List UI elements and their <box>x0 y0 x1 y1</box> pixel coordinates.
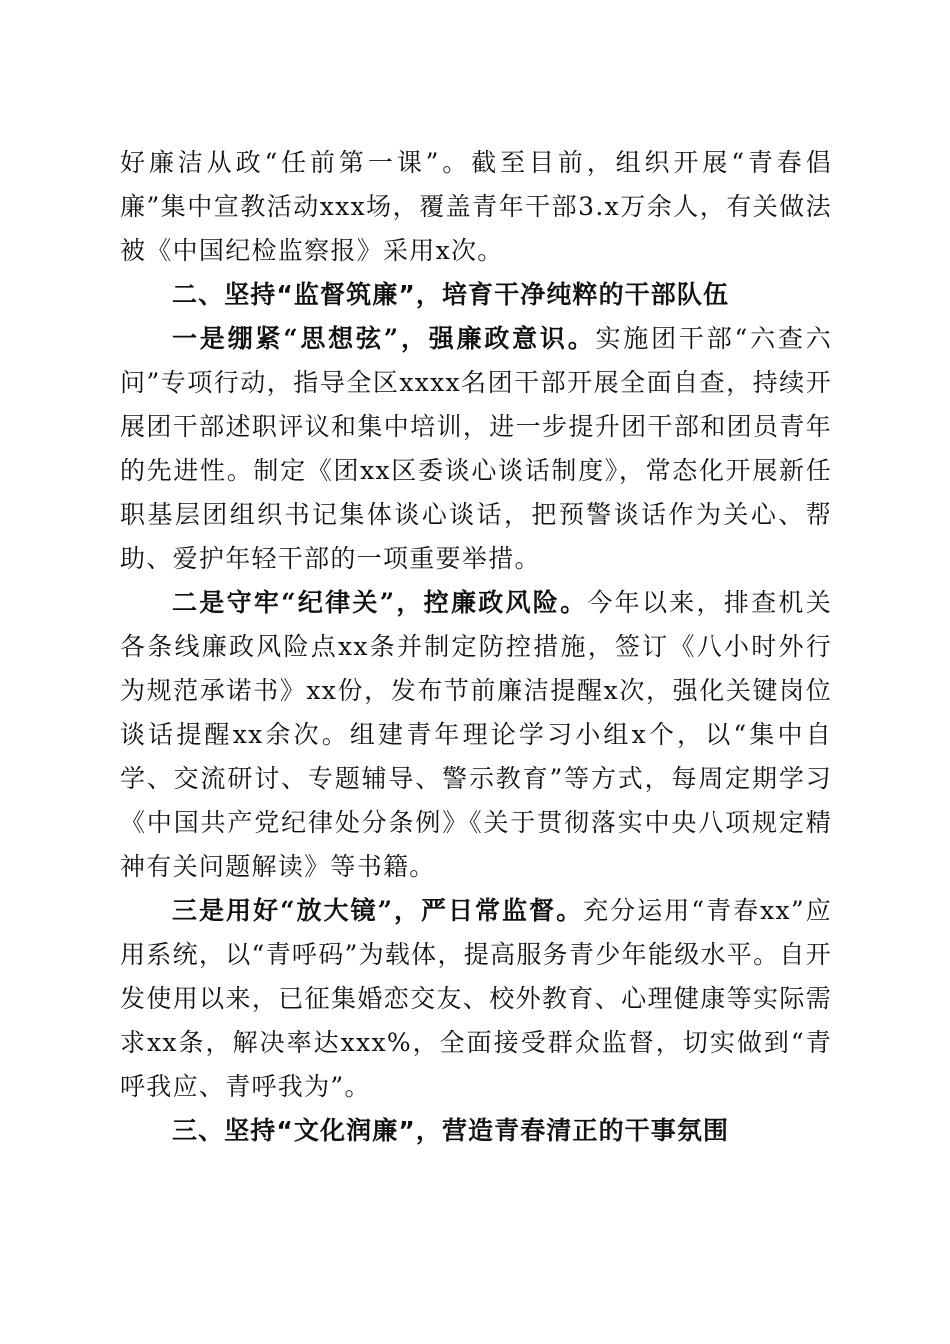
paragraph-item-one <box>120 317 832 581</box>
item-one-lead: 一是绷紧“思想弦”，强廉政意识。 <box>172 324 596 353</box>
item-one-text: 实施团干部“六查六问”专项行动，指导全区xxxx名团干部开展全面自查，持续开展团干部述职评议和集中培训，进一步提升团干部和团员青年的先进性。制定《团xx区委谈心谈话制度》，常态化开展新任职基层团组织书记集体谈心谈话，把预警谈话作为关心、帮助、爱护年轻干部的一项重要举措。 <box>120 324 832 573</box>
document-body <box>120 141 832 1153</box>
section-heading-two: 二、坚持“监督筑廉”，培育干净纯粹的干部队伍 <box>172 280 730 309</box>
paragraph-item-three <box>120 889 832 1109</box>
item-two-text: 今年以来，排查机关各条线廉政风险点xx条并制定防控措施，签订《八小时外行为规范承诺书》xx份，发布节前廉洁提醒x次，强化关键岗位谈话提醒xx余次。组建青年理论学习小组x个，以“集中自学、交流研讨、专题辅导、警示教育”等方式，每周定期学习《中国共产党纪律处分条例》《关于贯彻落实中央八项规定精神有关问题解读》等书籍。 <box>120 588 833 881</box>
paragraph-item-two <box>120 581 832 889</box>
section-heading-three: 三、坚持“文化润廉”，营造青春清正的干事氛围 <box>172 1116 730 1145</box>
item-three-lead: 三是用好“放大镜”，严日常监督。 <box>172 896 584 925</box>
item-three-text: 充分运用“青春xx”应用系统，以“青呼码”为载体，提高服务青少年能级水平。自开发使用以来，已征集婚恋交友、校外教育、心理健康等实际需求xx条，解决率达xxx%，全面接受群众监督，切实做到“青呼我应、青呼我为”。 <box>120 896 833 1101</box>
paragraph-continuation: 好廉洁从政“任前第一课”。截至目前，组织开展“青春倡廉”集中宣教活动xxx场，覆盖青年干部3.x万余人，有关做法被《中国纪检监察报》采用x次。 <box>120 148 832 265</box>
item-two-lead: 二是守牢“纪律关”，控廉政风险。 <box>172 588 588 617</box>
